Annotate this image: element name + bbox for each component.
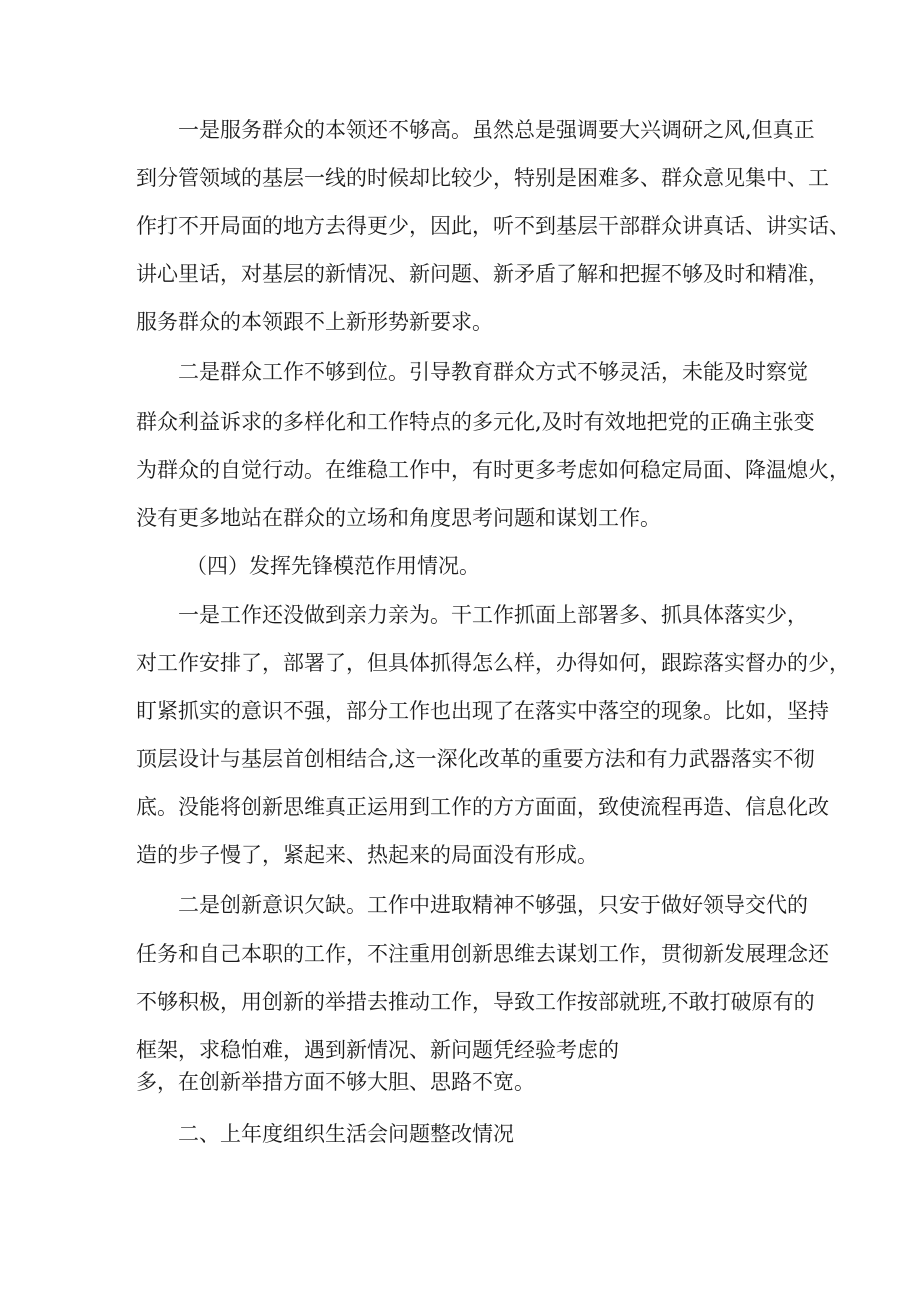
paragraph-3-line-1: 一是工作还没做到亲力亲为。干工作抓面上部署多、抓具体落实少，	[178, 603, 808, 627]
subsection-heading-4: （四）发挥先锋模范作用情况。	[186, 554, 480, 578]
paragraph-2-line-3: 为群众的自觉行动。在维稳工作中，有时更多考虑如何稳定局面、降温熄火，	[136, 458, 850, 482]
section-2-heading: 二、上年度组织生活会问题整改情况	[178, 1122, 514, 1146]
paragraph-1-line-2: 到分管领域的基层一线的时候却比较少，特别是困难多、群众意见集中、工	[136, 166, 829, 190]
paragraph-2-line-1: 二是群众工作不够到位。引导教育群众方式不够灵活，未能及时察觉	[178, 360, 808, 384]
paragraph-4-line-1: 二是创新意识欠缺。工作中进取精神不够强，只安于做好领导交代的	[178, 893, 808, 917]
paragraph-1-line-4: 讲心里话，对基层的新情况、新问题、新矛盾了解和把握不够及时和精准，	[136, 262, 829, 286]
paragraph-3-line-5: 底。没能将创新思维真正运用到工作的方方面面，致使流程再造、信息化改	[136, 795, 829, 819]
paragraph-3-line-2: 对工作安排了，部署了，但具体抓得怎么样，办得如何，跟踪落实督办的少，	[136, 651, 850, 675]
paragraph-1-line-1: 一是服务群众的本领还不够高。虽然总是强调要大兴调研之风,但真正	[178, 118, 815, 142]
paragraph-1-line-5: 服务群众的本领跟不上新形势新要求。	[136, 310, 493, 334]
paragraph-2-line-2: 群众利益诉求的多样化和工作特点的多元化,及时有效地把党的正确主张变	[136, 410, 815, 434]
paragraph-4-line-2: 任务和自己本职的工作，不注重用创新思维去谋划工作，贯彻新发展理念还	[136, 942, 829, 966]
paragraph-3-line-4: 顶层设计与基层首创相结合,这一深化改革的重要方法和有力武器落实不彻	[136, 747, 815, 771]
paragraph-4-line-3: 不够积极，用创新的举措去推动工作，导致工作按部就班,不敢打破原有的	[136, 990, 815, 1014]
paragraph-3-line-3: 盯紧抓实的意识不强，部分工作也出现了在落实中落空的现象。比如，坚持	[136, 699, 829, 723]
paragraph-2-line-4: 没有更多地站在群众的立场和角度思考问题和谋划工作。	[136, 506, 661, 530]
paragraph-3-line-6: 造的步子慢了，紧起来、热起来的局面没有形成。	[136, 843, 598, 867]
paragraph-4-line-5: 多，在创新举措方面不够大胆、思路不宽。	[136, 1070, 535, 1094]
paragraph-4-line-4: 框架，求稳怕难，遇到新情况、新问题凭经验考虑的	[136, 1038, 619, 1062]
paragraph-1-line-3: 作打不开局面的地方去得更少，因此，听不到基层干部群众讲真话、讲实话、	[136, 214, 850, 238]
